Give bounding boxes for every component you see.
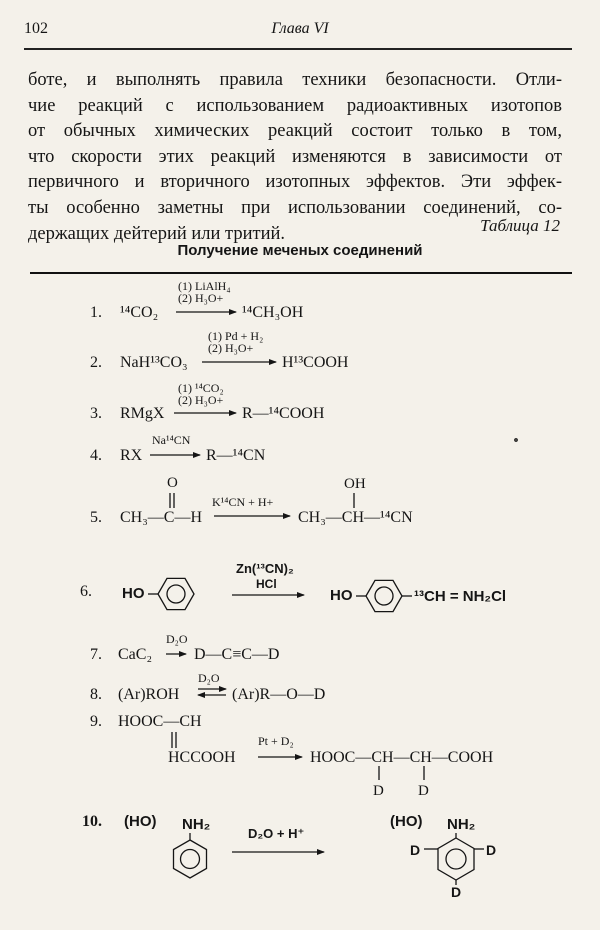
aromatic-circle xyxy=(446,849,466,869)
scan-speck xyxy=(515,439,517,441)
body-line: держащих дейтерий или тритий. xyxy=(28,223,286,244)
aromatic-circle xyxy=(181,850,200,869)
reaction-10 xyxy=(82,813,496,900)
deuterium-label: D xyxy=(486,842,497,858)
reactant: HO xyxy=(122,585,145,602)
chapter-title: Глава VI xyxy=(271,20,329,37)
reactant: CH₃—C—H xyxy=(120,509,203,526)
hydroxyl-group: OH xyxy=(344,476,366,492)
product: R—¹⁴CN xyxy=(206,447,266,464)
product: HOOC—CH—CH—COOH xyxy=(310,749,494,766)
reaction-7 xyxy=(90,632,279,663)
benzene-ring xyxy=(158,578,194,609)
deuterium-label: D xyxy=(410,842,421,858)
body-line: чие реакций с использованием радиоактивных изотопов xyxy=(28,95,562,116)
body-line: ты особенно заметны при использовании соединений, со- xyxy=(28,197,562,218)
reaction-number: 7. xyxy=(90,646,102,663)
reaction-number: 4. xyxy=(90,447,102,464)
reagent: (1) LiAlH₄ xyxy=(178,279,231,293)
product: R—¹⁴COOH xyxy=(242,405,325,422)
reagent: Pt + D₂ xyxy=(258,734,294,748)
reactant: HOOC—CH xyxy=(118,713,202,730)
amino-group: NH₂ xyxy=(447,816,476,833)
reactant: ¹⁴CO₂ xyxy=(120,304,159,321)
reagent: Na¹⁴CN xyxy=(152,433,191,447)
reagent: D₂O xyxy=(166,632,188,646)
product: CH₃—CH—¹⁴CN xyxy=(298,509,413,526)
reagent: (2) H₃O+ xyxy=(208,341,254,355)
product: ¹³CH = NH₂Cl xyxy=(414,588,507,605)
reagent: K¹⁴CN + H+ xyxy=(212,495,274,509)
reaction-number: 9. xyxy=(90,713,102,730)
product: H¹³COOH xyxy=(282,354,349,371)
reaction-number: 10. xyxy=(82,813,102,830)
reaction-number: 2. xyxy=(90,354,102,371)
deuterium-label: D xyxy=(451,884,462,900)
table-title: Получение меченых соединений xyxy=(177,242,423,259)
reagent: (1) Pd + H₂ xyxy=(208,329,264,343)
reactant: (Ar)ROH xyxy=(118,686,180,703)
aromatic-circle xyxy=(167,585,185,603)
body-line: боте, и выполнять правила техники безопасности. Отли- xyxy=(28,70,562,90)
reactant: HCCOOH xyxy=(168,749,236,766)
table-label: Таблица 12 xyxy=(480,216,560,235)
substituent-label: (HO) xyxy=(390,813,423,830)
reaction-number: 5. xyxy=(90,509,102,526)
product-substituent: HO xyxy=(330,587,353,604)
deuterium-label: D xyxy=(373,783,384,799)
product: (Ar)R—O—D xyxy=(232,686,326,703)
aromatic-circle xyxy=(375,587,393,605)
reaction-number: 1. xyxy=(90,304,102,321)
reaction-9 xyxy=(90,713,494,799)
reactant: NaH¹³CO₃ xyxy=(120,354,188,371)
amino-group: NH₂ xyxy=(182,816,211,833)
reaction-number: 6. xyxy=(80,583,92,600)
page-number: 102 xyxy=(24,20,48,37)
deuterium-label: D xyxy=(418,783,429,799)
reaction-4 xyxy=(90,433,266,464)
reagent: (2) H₃O+ xyxy=(178,291,224,305)
reagent: (2) H₃O+ xyxy=(178,393,224,407)
reaction-1 xyxy=(90,279,304,321)
substituent-label: (HO) xyxy=(124,813,157,830)
benzene-ring xyxy=(438,838,474,880)
reactant: RX xyxy=(120,447,143,464)
reaction-6 xyxy=(80,561,506,612)
reaction-2 xyxy=(90,329,349,371)
benzene-ring xyxy=(366,580,402,611)
reagent: D₂O xyxy=(198,671,220,685)
reagent: (1) ¹⁴CO₂ xyxy=(178,381,224,395)
product: ¹⁴CH₃OH xyxy=(242,304,304,321)
product: D—C≡C—D xyxy=(194,646,280,663)
reactant: RMgX xyxy=(120,405,165,422)
carbonyl-oxygen: O xyxy=(167,475,178,491)
body-line: что скорости этих реакций изменяются в зависимости от xyxy=(28,146,562,167)
reagent: D₂O + H⁺ xyxy=(248,826,305,841)
body-line: первичного и вторичного изотопных эффектов. Эти эффек- xyxy=(28,172,562,193)
reactant: CaC₂ xyxy=(118,646,153,663)
reaction-number: 8. xyxy=(90,686,102,703)
body-line: от обычных химических реакций состоит только в том, xyxy=(28,121,562,142)
reaction-number: 3. xyxy=(90,405,102,422)
reaction-8 xyxy=(90,671,325,703)
reagent: Zn(¹³CN)₂ xyxy=(236,561,294,576)
reagent: HCl xyxy=(256,577,277,591)
reaction-5 xyxy=(90,475,413,526)
reaction-3 xyxy=(90,381,325,422)
benzene-ring xyxy=(174,840,207,878)
